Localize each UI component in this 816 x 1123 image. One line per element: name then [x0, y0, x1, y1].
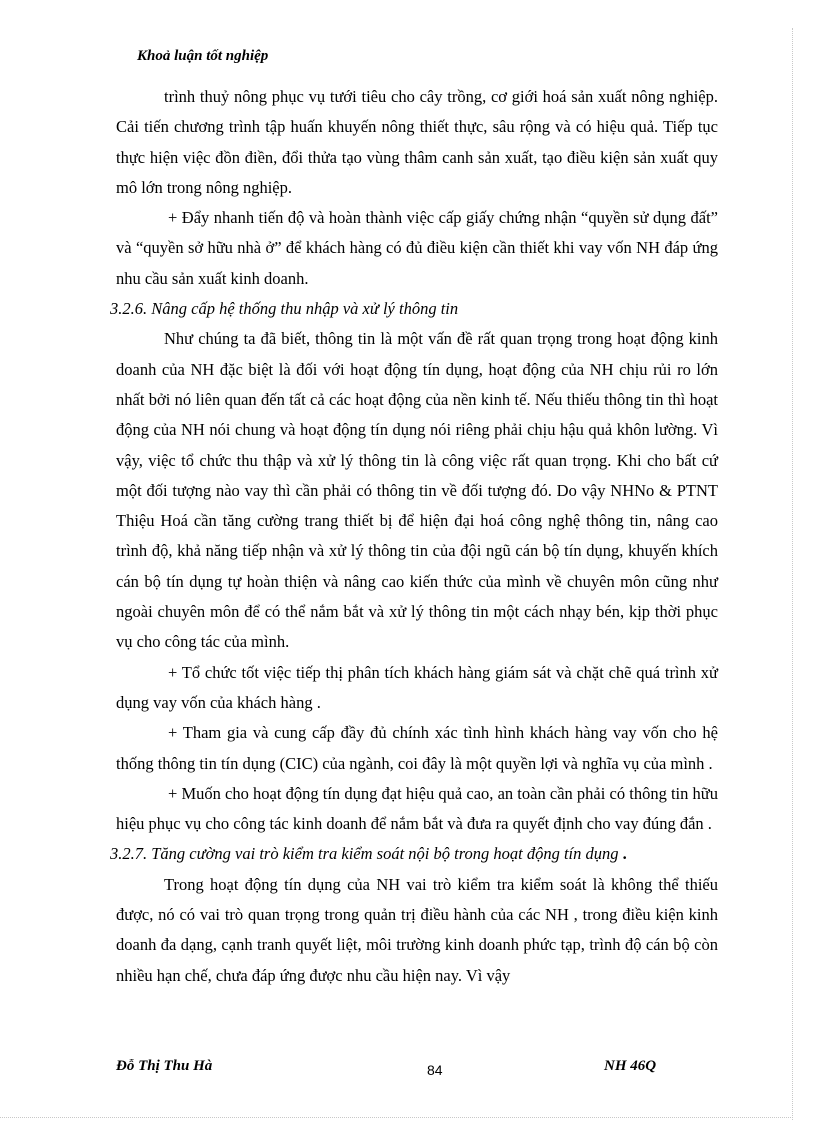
paragraph-bullet: + Đẩy nhanh tiến độ và hoàn thành việc cấp giấy chứng nhận “quyền sử dụng đất” và “quyền sở hữu nhà ở” để khách hàng có đủ điều kiện cần thiết khi vay vốn NH đáp ứng nhu cầu sản xuất kinh doanh. — [116, 208, 718, 288]
paragraph: Trong hoạt động tín dụng của NH vai trò kiểm tra kiểm soát là không thể thiếu được, nó có vai trò quan trọng trong quản trị điều hành của các NH , trong điều kiện kinh doanh đa dạng, cạnh tranh quyết liệt, môi trường kinh doanh phức tạp, trình độ cán bộ còn nhiều hạn chế, chưa đáp ứng được nhu cầu hiện nay. Vì vậy — [116, 874, 718, 985]
paragraph-bullet: + Muốn cho hoạt động tín dụng đạt hiệu quả cao, an toàn cần phải có thông tin hữu hiệu phục vụ cho công tác kinh doanh để nắm bắt và đưa ra quyết định cho vay đúng đắn . — [116, 783, 718, 834]
page-border-bottom — [0, 1117, 793, 1118]
section-heading-3-2-6: 3.2.6. Nâng cấp hệ thống thu nhập và xử lý thông tin — [110, 299, 459, 319]
page-border-right — [792, 28, 793, 1120]
footer-author: Đỗ Thị Thu Hà — [116, 1058, 213, 1074]
document-body — [110, 82, 718, 991]
page-footer — [0, 1058, 816, 1082]
page-number: 84 — [427, 1062, 443, 1078]
paragraph: Như chúng ta đã biết, thông tin là một vấn đề rất quan trọng trong hoạt động kinh doanh của NH đặc biệt là đối với hoạt động tín dụng, hoạt động của NH chịu rủi ro lớn nhất bởi nó liên quan đến tất cả các hoạt động của nền kinh tế. Nếu thiếu thông tin thì hoạt động của NH nói chung và hoạt động tín dụng nói riêng phải chịu hậu quả khôn lường. Vì vậy, việc tổ chức thu thập và xử lý thông tin là công việc rất quan trọng. Khi cho bất cứ một đối tượng nào vay thì cần phải có thông tin về đối tượng đó. Do vậy NHNo & PTNT Thiệu Hoá cần tăng cường trang thiết bị để hiện đại hoá công nghệ thông tin, nâng cao trình độ, khả năng tiếp nhận và xử lý thông tin của đội ngũ cán bộ tín dụng, khuyến khích cán bộ tín dụng tự hoàn thiện và nâng cao kiến thức của mình về chuyên môn cũng như ngoài chuyên môn để có thể nắm bắt và xử lý thông tin một cách nhạy bén, kịp thời phục vụ cho công tác của mình. — [116, 329, 718, 652]
footer-class-code: NH 46Q — [604, 1058, 657, 1074]
section-heading-tail: . — [618, 844, 627, 864]
document-header-title: Khoả luận tốt nghiệp — [137, 48, 269, 64]
paragraph-bullet: + Tổ chức tốt việc tiếp thị phân tích khách hàng giám sát và chặt chẽ quá trình xử dụng vay vốn của khách hàng . — [116, 662, 718, 712]
section-heading-3-2-7 — [110, 839, 718, 869]
paragraph-bullet: + Tham gia và cung cấp đầy đủ chính xác tình hình khách hàng vay vốn cho hệ thống thông tin tín dụng (CIC) của ngành, coi đây là một quyền lợi và nghĩa vụ của mình . — [116, 723, 718, 773]
paragraph: trình thuỷ nông phục vụ tưới tiêu cho cây trồng, cơ giới hoá sản xuất nông nghiệp. Cải tiến chương trình tập huấn khuyến nông thiết thực, sâu rộng và có hiệu quả. Tiếp tục thực hiện việc đồn điền, đổi thửa tạo vùng thâm canh sản xuất, tạo điều kiện sản xuất quy mô lớn trong nông nghiệp. — [116, 87, 718, 197]
section-heading-text: 3.2.7. Tăng cường vai trò kiểm tra kiểm soát nội bộ trong hoạt động tín dụng — [110, 844, 619, 864]
